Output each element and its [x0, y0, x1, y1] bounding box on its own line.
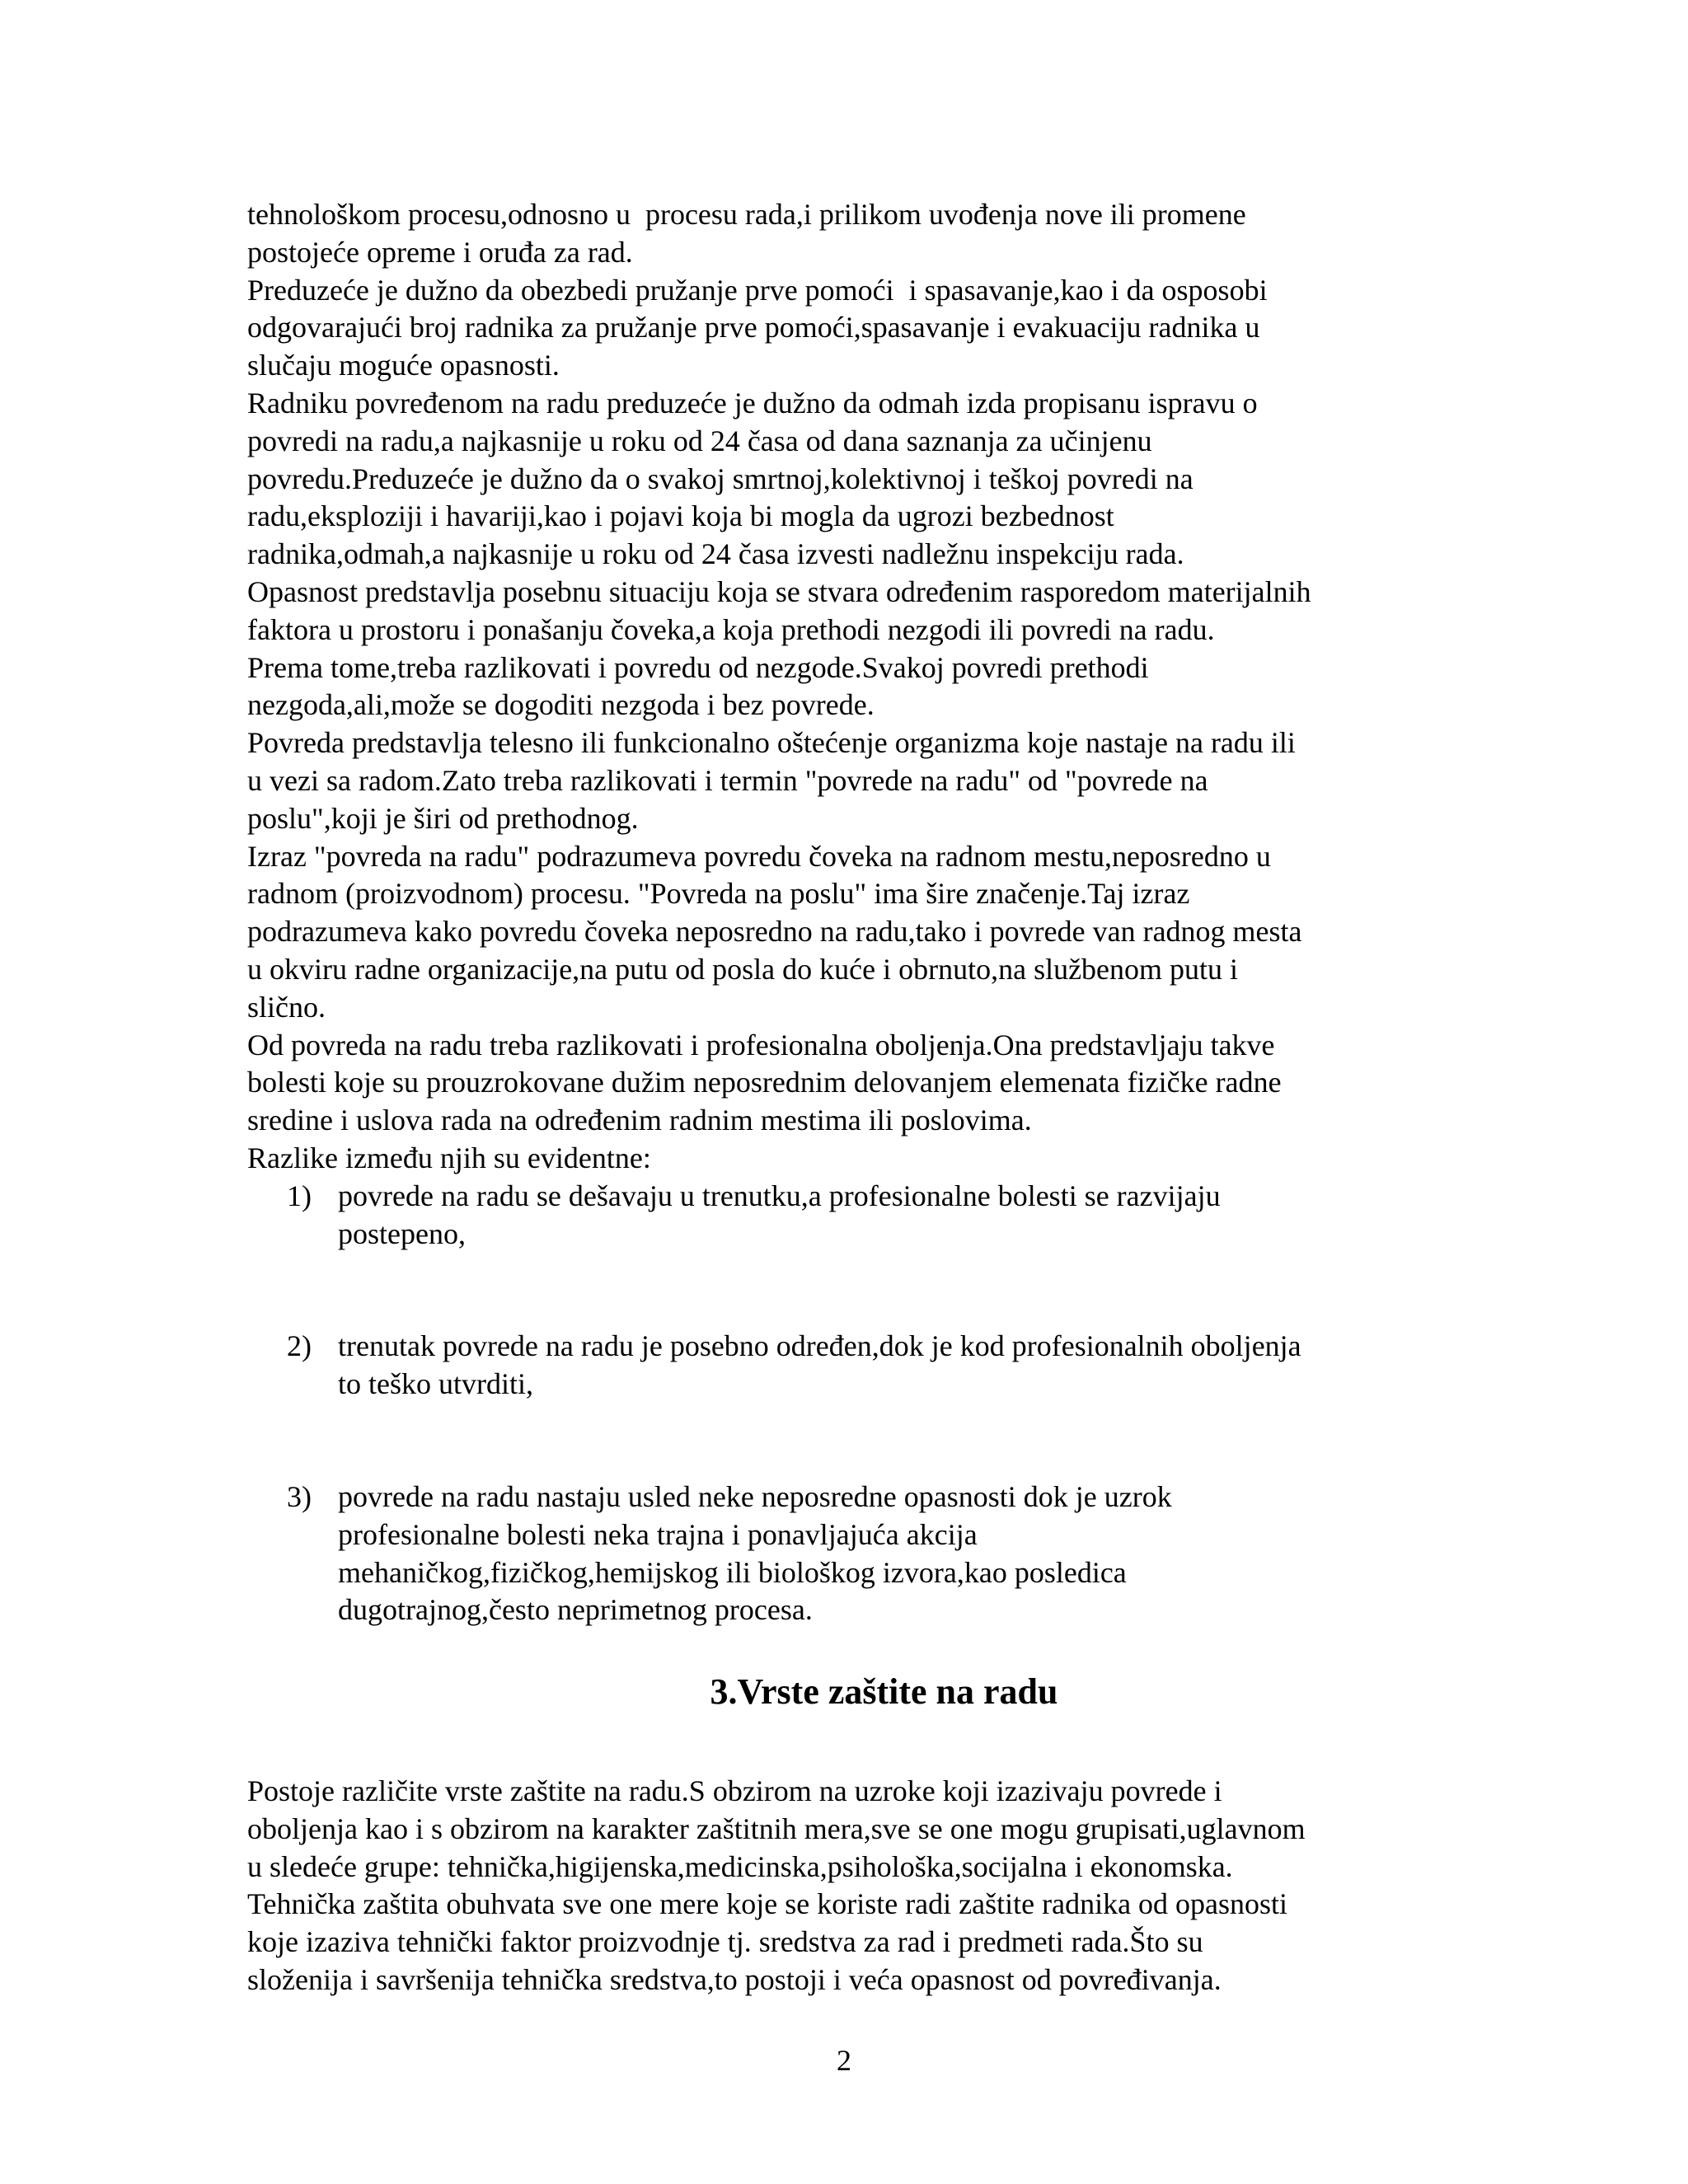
document-page — [247, 196, 1467, 1999]
text-line: Postoje različite vrste zaštite na radu.S obzirom na uzroke koji izazivaju povrede i — [247, 1774, 1222, 1808]
text-line: Razlike između njih su evidentne: — [247, 1141, 651, 1174]
text-line: Opasnost predstavlja posebnu situaciju koja se stvara određenim rasporedom materijalnih — [247, 574, 1311, 608]
text-line: koje izaziva tehnički faktor proizvodnje tj. sredstva za rad i predmeti rada.Što su — [247, 1925, 1203, 1959]
text-line: poslu",koji je širi od prethodnog. — [247, 801, 639, 835]
text-line: trenutak povrede na radu je posebno određen,dok je kod profesionalnih oboljenja — [338, 1329, 1301, 1363]
text-line: radnika,odmah,a najkasnije u roku od 24 časa izvesti nadležnu inspekciju rada. — [247, 537, 1184, 571]
body-paragraph-bottom — [247, 1773, 1467, 1999]
list-item — [247, 1328, 1467, 1404]
text-line: Radniku povređenom na radu preduzeće je dužno da odmah izda propisanu ispravu o — [247, 386, 1258, 419]
text-line: slično. — [247, 990, 326, 1024]
text-line: oboljenja kao i s obzirom na karakter zaštitnih mera,sve se one mogu grupisati,uglavnom — [247, 1811, 1306, 1845]
section-heading: 3.Vrste zaštite na radu — [710, 1671, 1058, 1713]
differences-list — [247, 1178, 1467, 1629]
list-number: 2) — [287, 1329, 312, 1363]
text-line: faktora u prostoru i ponašanju čoveka,a koja prethodi nezgodi ili povredi na radu. — [247, 612, 1215, 646]
text-line: Preduzeće je dužno da obezbedi pružanje prve pomoći i spasavanje,kao i da osposobi — [247, 273, 1268, 307]
text-line: profesionalne bolesti neka trajna i ponavljajuća akcija — [338, 1517, 978, 1551]
text-line: to teško utvrditi, — [338, 1367, 533, 1401]
text-line: Od povreda na radu treba razlikovati i profesionalna oboljenja.Ona predstavljaju takve — [247, 1028, 1275, 1062]
text-line: Povreda predstavlja telesno ili funkcionalno oštećenje organizma koje nastaje na radu ili — [247, 726, 1296, 760]
text-line: povrede na radu nastaju usled neke neposredne opasnosti dok je uzrok — [338, 1479, 1172, 1513]
text-line: povrede na radu se dešavaju u trenutku,a profesionalne bolesti se razvijaju — [338, 1179, 1221, 1212]
text-line: Izraz "povreda na radu" podrazumeva povredu čoveka na radnom mestu,neposredno u — [247, 839, 1271, 873]
text-line: slučaju moguće opasnosti. — [247, 349, 560, 382]
text-line: mehaničkog,fizičkog,hemijskog ili biološkog izvora,kao posledica — [338, 1555, 1127, 1589]
text-line: bolesti koje su prouzrokovane dužim neposrednim delovanjem elemenata fizičke radne — [247, 1066, 1282, 1099]
text-line: nezgoda,ali,može se dogoditi nezgoda i bez povrede. — [247, 688, 874, 722]
text-line: u vezi sa radom.Zato treba razlikovati i termin "povrede na radu" od "povrede na — [247, 763, 1208, 797]
text-line: u okviru radne organizacije,na putu od posla do kuće i obrnuto,na službenom putu i — [247, 952, 1239, 986]
text-line: Tehnička zaštita obuhvata sve one mere koje se koriste radi zaštite radnika od opasnosti — [247, 1887, 1288, 1921]
list-number: 3) — [287, 1479, 312, 1513]
text-line: u sledeće grupe: tehnička,higijenska,medicinska,psihološka,socijalna i ekonomska. — [247, 1849, 1233, 1883]
text-line: radu,eksploziji i havariji,kao i pojavi koja bi mogla da ugrozi bezbednost — [247, 499, 1114, 533]
text-line: povredu.Preduzeće je dužno da o svakoj smrtnoj,kolektivnoj i teškoj povredi na — [247, 462, 1193, 495]
text-line: postojeće opreme i oruđa za rad. — [247, 235, 633, 269]
text-line: dugotrajnog,često neprimetnog procesa. — [338, 1593, 813, 1627]
list-number: 1) — [287, 1179, 312, 1212]
text-line: složenija i savršenija tehnička sredstva,to postoji i veća opasnost od povređivanja. — [247, 1963, 1221, 1997]
text-line: odgovarajući broj radnika za pružanje prve pomoći,spasavanje i evakuaciju radnika u — [247, 311, 1260, 344]
page-number: 2 — [837, 2044, 851, 2077]
body-paragraph-top — [247, 196, 1467, 1178]
text-line: podrazumeva kako povredu čoveka neposredno na radu,tako i povrede van radnog mesta — [247, 915, 1302, 949]
text-line: Prema tome,treba razlikovati i povredu od nezgode.Svakoj povredi prethodi — [247, 650, 1149, 684]
text-line: tehnološkom procesu,odnosno u procesu rada,i prilikom uvođenja nove ili promene — [247, 198, 1246, 231]
list-item — [247, 1178, 1467, 1254]
text-line: sredine i uslova rada na određenim radnim mestima ili poslovima. — [247, 1104, 1032, 1137]
text-line: postepeno, — [338, 1216, 466, 1250]
list-item — [247, 1479, 1467, 1629]
text-line: radnom (proizvodnom) procesu. "Povreda na poslu" ima šire značenje.Taj izraz — [247, 877, 1190, 911]
text-line: povredi na radu,a najkasnije u roku od 24 časa od dana saznanja za učinjenu — [247, 424, 1152, 457]
